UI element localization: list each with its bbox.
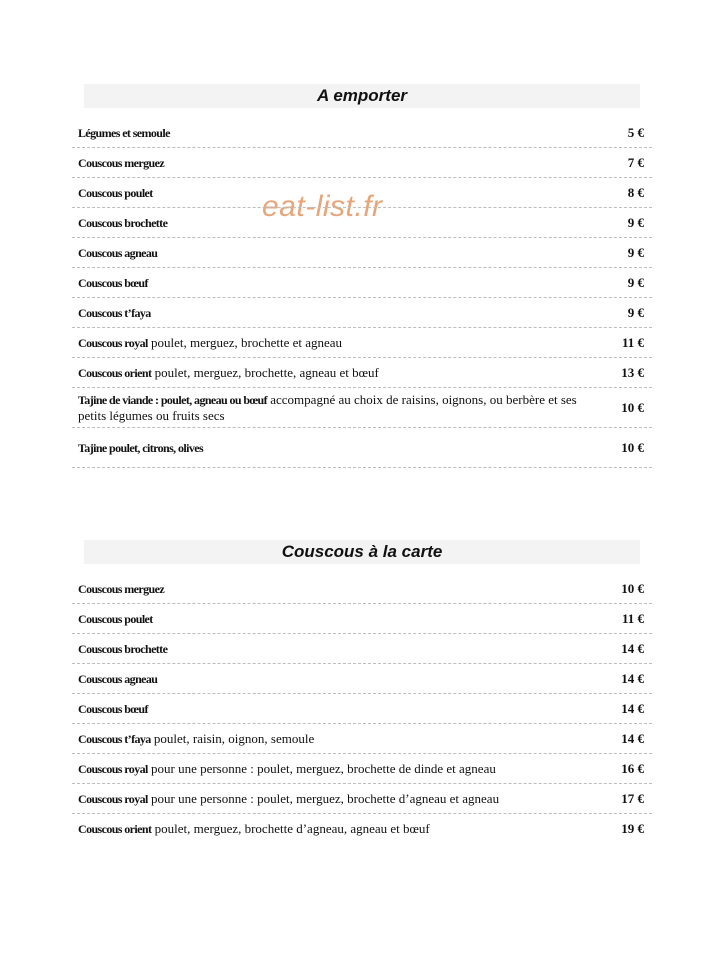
menu-item — [72, 118, 652, 148]
menu-item — [72, 208, 652, 238]
section-couscous-a-la-carte — [72, 540, 652, 844]
item-price: 7 € — [627, 154, 644, 170]
menu-list — [72, 118, 652, 468]
item-name: Légumes et semoule — [78, 125, 170, 140]
menu-item — [72, 298, 652, 328]
item-name: Couscous poulet — [78, 611, 153, 626]
item-detail: accompagné au choix de raisins, oignons, ou berbère et ses petits légumes ou fruits secs — [78, 391, 577, 423]
item-price: 16 € — [621, 760, 644, 776]
menu-list — [72, 574, 652, 844]
item-detail: poulet, merguez, brochette et agneau — [150, 334, 343, 350]
section-a-emporter — [72, 84, 652, 468]
item-name: Couscous brochette — [78, 215, 168, 230]
item-price: 19 € — [621, 821, 644, 836]
menu-item — [72, 574, 652, 604]
item-name: Couscous brochette — [78, 641, 168, 656]
item-detail: pour une personne : poulet, merguez, brochette d’agneau et agneau — [150, 790, 500, 806]
item-name: Couscous bœuf — [78, 275, 148, 290]
menu-item — [72, 268, 652, 298]
item-detail: poulet, merguez, brochette d’agneau, agneau et bœuf — [154, 821, 430, 836]
item-detail: poulet, merguez, brochette, agneau et bœuf — [154, 364, 379, 380]
item-price: 11 € — [621, 610, 644, 626]
item-price: 10 € — [621, 439, 644, 455]
item-name: Couscous royal — [78, 761, 148, 776]
item-name: Couscous t’faya — [78, 731, 151, 746]
item-name: Couscous agneau — [78, 671, 158, 686]
item-price: 13 € — [621, 364, 644, 380]
item-price: 8 € — [627, 184, 644, 200]
item-price: 9 € — [627, 304, 644, 320]
item-detail: poulet, raisin, oignon, semoule — [153, 730, 315, 746]
menu-item — [72, 724, 652, 754]
item-price: 17 € — [621, 790, 644, 806]
item-price: 9 € — [627, 244, 644, 260]
item-price: 14 € — [621, 700, 644, 716]
item-name: Couscous bœuf — [78, 701, 148, 716]
menu-item — [72, 238, 652, 268]
item-name: Couscous royal — [78, 335, 148, 350]
menu-item — [72, 358, 652, 388]
item-price: 10 € — [621, 580, 644, 596]
item-price: 9 € — [627, 214, 644, 230]
item-price: 5 € — [627, 124, 644, 140]
item-name: Tajine poulet, citrons, olives — [78, 440, 204, 455]
menu-item — [72, 694, 652, 724]
menu-item — [72, 178, 652, 208]
section-title: A emporter — [84, 84, 640, 108]
menu-item — [72, 634, 652, 664]
item-name: Couscous merguez — [78, 155, 165, 170]
menu-item — [72, 814, 652, 844]
item-name: Couscous agneau — [78, 245, 158, 260]
item-price: 14 € — [621, 730, 644, 746]
item-price: 10 € — [621, 399, 644, 415]
item-price: 14 € — [621, 670, 644, 686]
menu-item — [72, 388, 652, 428]
item-price: 14 € — [621, 640, 644, 656]
item-name: Couscous poulet — [78, 185, 153, 200]
item-detail: pour une personne : poulet, merguez, brochette de dinde et agneau — [150, 760, 496, 776]
menu-item — [72, 784, 652, 814]
item-name: Couscous royal — [78, 791, 148, 806]
watermark: eat-list.fr — [262, 190, 383, 223]
item-name: Tajine de viande : poulet, agneau ou bœuf — [78, 392, 267, 407]
menu-item — [72, 328, 652, 358]
menu-item — [72, 664, 652, 694]
section-title: Couscous à la carte — [84, 540, 640, 564]
menu-item — [72, 754, 652, 784]
item-name: Couscous merguez — [78, 581, 165, 596]
item-name: Couscous orient — [78, 822, 152, 836]
item-price: 11 € — [621, 334, 644, 350]
menu-item — [72, 148, 652, 178]
item-name: Couscous orient — [78, 365, 152, 380]
item-price: 9 € — [627, 274, 644, 290]
menu-item — [72, 428, 652, 468]
menu-item — [72, 604, 652, 634]
item-name: Couscous t’faya — [78, 305, 151, 320]
